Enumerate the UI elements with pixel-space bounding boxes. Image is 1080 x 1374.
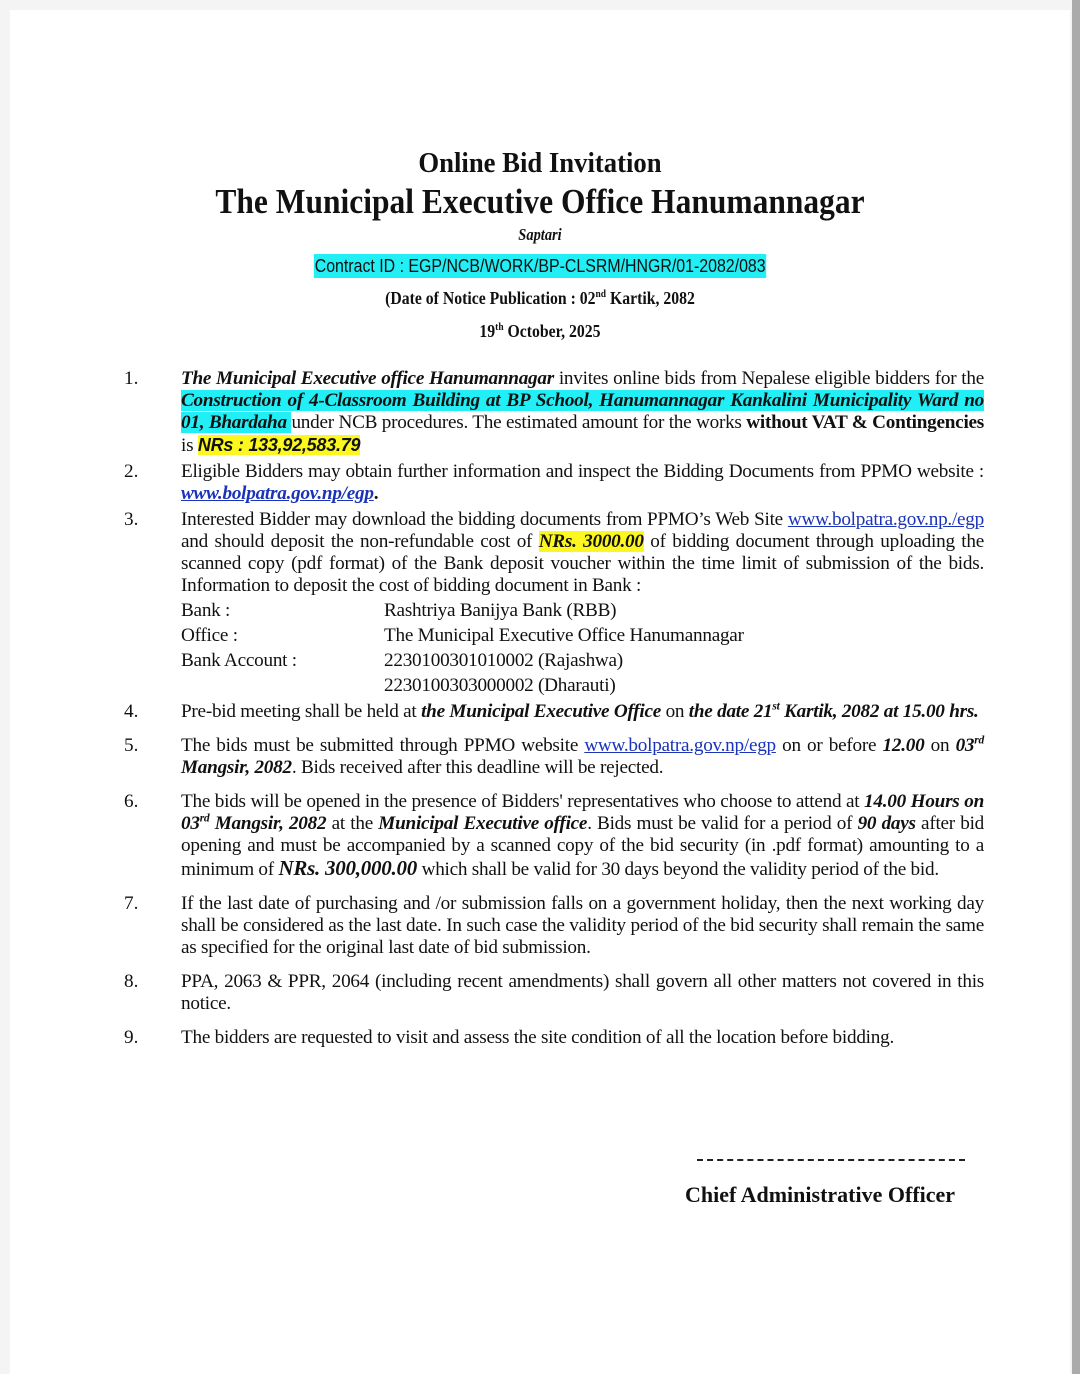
item-text bbox=[181, 791, 984, 881]
validity-days: 90 days bbox=[857, 813, 916, 834]
notice-title: Online Bid Invitation bbox=[418, 147, 662, 179]
bolpatra-link[interactable]: www.bolpatra.gov.np/egp bbox=[584, 735, 776, 756]
text-span: Interested Bidder may download the bidding documents from PPMO’s Web Site bbox=[181, 509, 788, 530]
list-item bbox=[124, 1027, 984, 1049]
bank-row bbox=[181, 600, 984, 622]
text-span: The bids will be opened in the presence of Bidders' representatives who choose to attend at bbox=[181, 791, 865, 812]
item-text bbox=[181, 509, 984, 697]
office-label: Office : bbox=[181, 625, 238, 646]
notice-list bbox=[124, 368, 984, 1049]
item-text bbox=[181, 735, 984, 779]
estimated-amount-highlight: NRs : 133,92,583.79 bbox=[197, 435, 361, 455]
list-item bbox=[124, 509, 984, 697]
item-text bbox=[181, 701, 984, 723]
bolpatra-link[interactable]: www.bolpatra.gov.np/egp bbox=[181, 483, 374, 504]
item-number: 8. bbox=[124, 971, 139, 992]
item-text bbox=[181, 368, 984, 457]
sup-text: rd bbox=[199, 812, 210, 825]
text-span: under NCB procedures. The estimated amount for the works bbox=[291, 412, 747, 433]
meeting-date: the date 21 bbox=[688, 701, 773, 722]
item-text: PPA, 2063 & PPR, 2064 (including recent amendments) shall govern all other matters not covered in this notice. bbox=[181, 971, 984, 1014]
list-item bbox=[124, 461, 984, 505]
meeting-time: Kartik, 2082 at 15.00 hrs. bbox=[779, 701, 979, 722]
publication-date-suffix: Kartik, 2082 bbox=[606, 288, 695, 308]
contract-id-text: Contract ID : EGP/NCB/WORK/BP-CLSRM/HNGR/01-2082/083 bbox=[314, 255, 766, 276]
english-date-sup: th bbox=[495, 322, 504, 334]
text-span: Eligible Bidders may obtain further information and inspect the Bidding Documents from PPMO website : bbox=[181, 461, 984, 482]
text-span: The bids must be submitted through PPMO website bbox=[181, 735, 585, 756]
account-row bbox=[181, 650, 984, 672]
text-span: at the bbox=[326, 813, 379, 834]
item-text: If the last date of purchasing and /or submission falls on a government holiday, then the next working day shall be considered as the last date. In such case the validity period of the bid security shall remain the same as specified for the original last date of bid submission. bbox=[181, 893, 984, 958]
bank-details bbox=[181, 600, 984, 697]
document-fee-highlight: NRs. 3000.00 bbox=[538, 531, 644, 552]
submission-time: 12.00 bbox=[882, 735, 925, 756]
text-span: . bbox=[373, 483, 379, 504]
vat-emphasis: without VAT & Contingencies bbox=[746, 412, 985, 433]
publication-date-prefix: (Date of Notice Publication : 02 bbox=[385, 288, 596, 308]
item-number: 1. bbox=[124, 368, 139, 389]
item-number: 9. bbox=[124, 1027, 139, 1048]
item-number: 4. bbox=[124, 701, 139, 722]
english-date-day: 19 bbox=[479, 321, 496, 341]
text-span: . Bids received after this deadline will be rejected. bbox=[291, 757, 664, 778]
list-item bbox=[124, 893, 984, 959]
sup-text: rd bbox=[974, 734, 985, 747]
district-name: Saptari bbox=[518, 225, 562, 244]
opening-date: Mangsir, 2082 bbox=[209, 813, 327, 834]
item-text: The bidders are requested to visit and assess the site condition of all the location before bidding. bbox=[181, 1027, 894, 1048]
text-span: on bbox=[661, 701, 689, 722]
submission-date: 03 bbox=[955, 735, 975, 756]
text-span: . Bids must be valid for a period of bbox=[587, 813, 858, 834]
signatory-title: Chief Administrative Officer bbox=[685, 1182, 956, 1207]
account-dharauti: 2230100303000002 (Dharauti) bbox=[384, 675, 616, 696]
list-item bbox=[124, 368, 984, 457]
office-emphasis: The Municipal Executive office Hanumannagar bbox=[181, 368, 554, 389]
bid-security-amount: NRs. 300,000.00 bbox=[278, 856, 418, 880]
opening-place: Municipal Executive office bbox=[378, 813, 588, 834]
text-span: after bid opening and must be accompanied by a scanned copy of the bid security (in .pdf format) amounting to a minimum of bbox=[181, 813, 985, 880]
bank-value: Rashtriya Banijya Bank (RBB) bbox=[384, 600, 617, 621]
item-number: 7. bbox=[124, 893, 139, 914]
item-text bbox=[181, 461, 984, 505]
list-item bbox=[124, 701, 984, 723]
english-date bbox=[63, 321, 1017, 342]
text-span: on bbox=[924, 735, 956, 756]
text-span: which shall be valid for 30 days beyond the validity period of the bid. bbox=[417, 859, 939, 880]
office-name: The Municipal Executive Office Hanumannagar bbox=[215, 182, 865, 221]
sup-text: st bbox=[772, 700, 780, 713]
account-row-2 bbox=[181, 675, 984, 697]
publication-date-sup: nd bbox=[595, 289, 607, 301]
list-item bbox=[124, 791, 984, 881]
vertical-scrollbar[interactable] bbox=[1072, 0, 1080, 1374]
item-number: 3. bbox=[124, 509, 139, 530]
bolpatra-link[interactable]: www.bolpatra.gov.np./egp bbox=[787, 509, 984, 530]
contract-id bbox=[10, 254, 1070, 278]
text-span: on or before bbox=[775, 735, 883, 756]
list-item bbox=[124, 735, 984, 779]
bank-label: Bank : bbox=[181, 600, 231, 621]
office-row bbox=[181, 625, 984, 647]
list-item bbox=[124, 971, 984, 1015]
item-number: 6. bbox=[124, 791, 139, 812]
account-label: Bank Account : bbox=[181, 650, 297, 671]
opening-time: 14.00 Hours on 03 bbox=[181, 791, 984, 834]
text-span: and should deposit the non-refundable cost of bbox=[181, 531, 539, 552]
meeting-place: the Municipal Executive Office bbox=[421, 701, 662, 722]
account-rajashwa: 2230100301010002 (Rajashwa) bbox=[384, 650, 623, 671]
item-number: 2. bbox=[124, 461, 139, 482]
text-span: Pre-bid meeting shall be held at bbox=[181, 701, 422, 722]
submission-date-rest: Mangsir, 2082 bbox=[181, 757, 292, 778]
item-number: 5. bbox=[124, 735, 139, 756]
office-value: The Municipal Executive Office Hanumannagar bbox=[384, 625, 744, 646]
text-span: of bidding document through uploading the scanned copy (pdf format) of the Bank deposit voucher within the time limit of submission of the bids. Information to deposit the cost of bidding document in Bank : bbox=[181, 531, 984, 596]
project-name-highlight: Construction of 4-Classroom Building at BP School, Hanumannagar Kankalini Municipality Ward no 01, Bhardaha bbox=[181, 390, 984, 433]
english-date-rest: October, 2025 bbox=[503, 321, 601, 341]
publication-date bbox=[63, 288, 1017, 309]
text-span: invites online bids from Nepalese eligible bidders for the bbox=[553, 368, 984, 389]
text-span: is bbox=[181, 435, 198, 456]
signature-line bbox=[697, 1159, 965, 1161]
